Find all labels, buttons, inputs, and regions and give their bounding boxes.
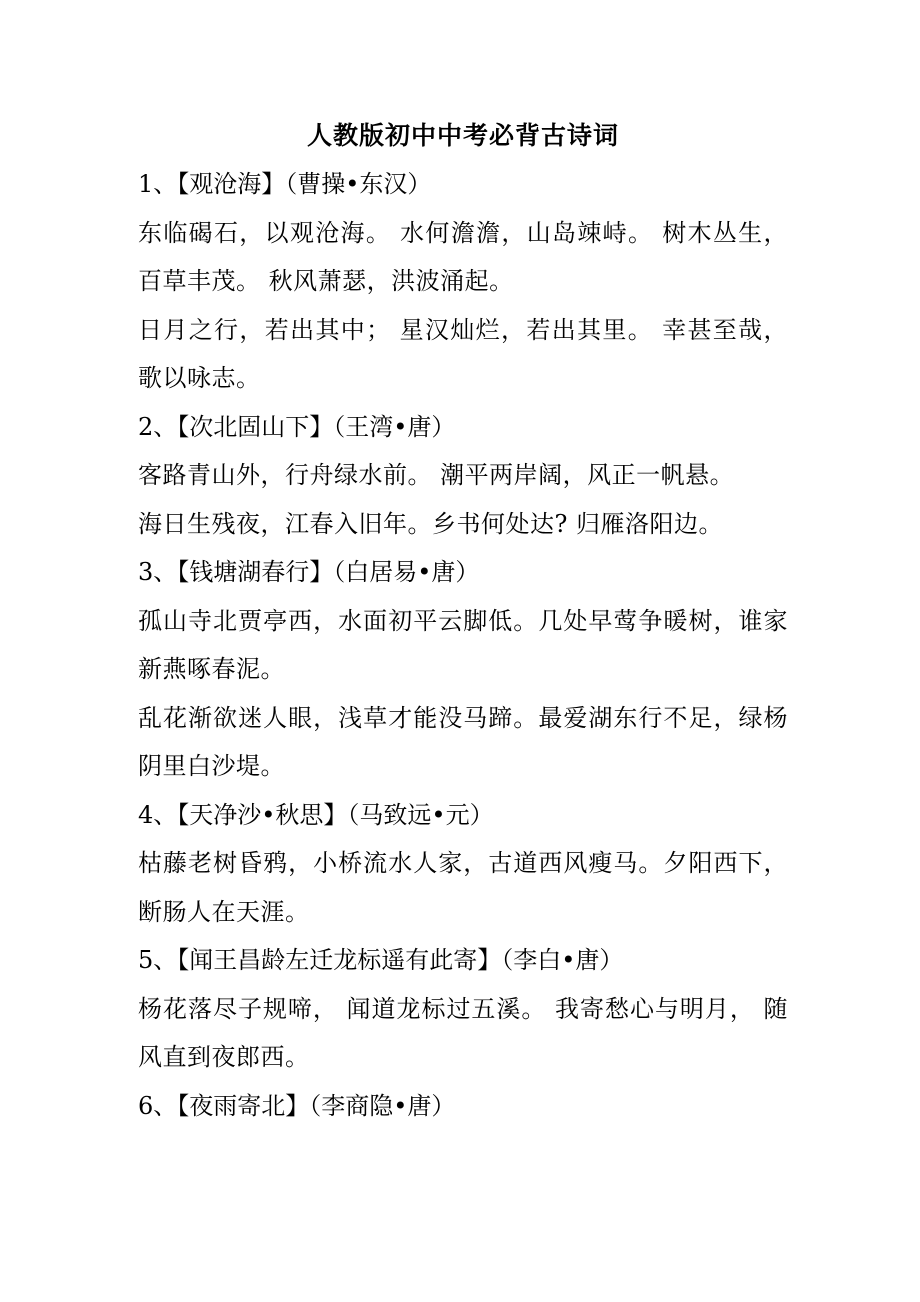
poem-text: 孤山寺北贾亭西，水面初平云脚低。几处早莺争暖树，谁家新燕啄春泥。 (138, 606, 788, 683)
poem-heading: 6、【夜雨寄北】（李商隐•唐） (138, 1091, 456, 1120)
document-title: 人教版初中中考必背古诗词 (306, 121, 619, 150)
poem-text: 乱花渐欲迷人眼，浅草才能没马蹄。最爱湖东行不足，绿杨阴里白沙堤。 (138, 703, 788, 780)
poem-text: 日月之行，若出其中； 星汉灿烂，若出其里。 幸甚至哉，歌以咏志。 (138, 315, 788, 392)
poem-heading: 5、【闻王昌龄左迁龙标遥有此寄】（李白•唐） (138, 946, 624, 974)
poem-heading: 1、【观沧海】（曹操•东汉） (138, 170, 432, 198)
poem-text: 客路青山外，行舟绿水前。 潮平两岸阔，风正一帆悬。 (138, 461, 735, 489)
poem-text: 东临碣石，以观沧海。 水何澹澹，山岛竦峙。 树木丛生，百草丰茂。 秋风萧瑟，洪波涌起。 (138, 218, 788, 295)
poem-text: 枯藤老树昏鸦，小桥流水人家，古道西风瘦马。夕阳西下，断肠人在天涯。 (138, 849, 788, 926)
poem-heading: 4、【天净沙•秋思】（马致远•元） (138, 800, 494, 829)
document-page (138, 112, 788, 1130)
poem-heading: 2、【次北固山下】（王湾•唐） (138, 412, 456, 441)
poem-6 (138, 1082, 788, 1131)
poem-3 (138, 548, 788, 791)
poem-1 (138, 160, 788, 403)
poem-text: 杨花落尽子规啼， 闻道龙标过五溪。 我寄愁心与明月， 随风直到夜郎西。 (138, 994, 788, 1071)
poem-5 (138, 936, 788, 1082)
poem-4 (138, 791, 788, 937)
poem-heading: 3、【钱塘湖春行】（白居易•唐） (138, 558, 480, 586)
poem-text: 海日生残夜，江春入旧年。乡书何处达? 归雁洛阳边。 (138, 509, 723, 538)
poem-2 (138, 403, 788, 549)
